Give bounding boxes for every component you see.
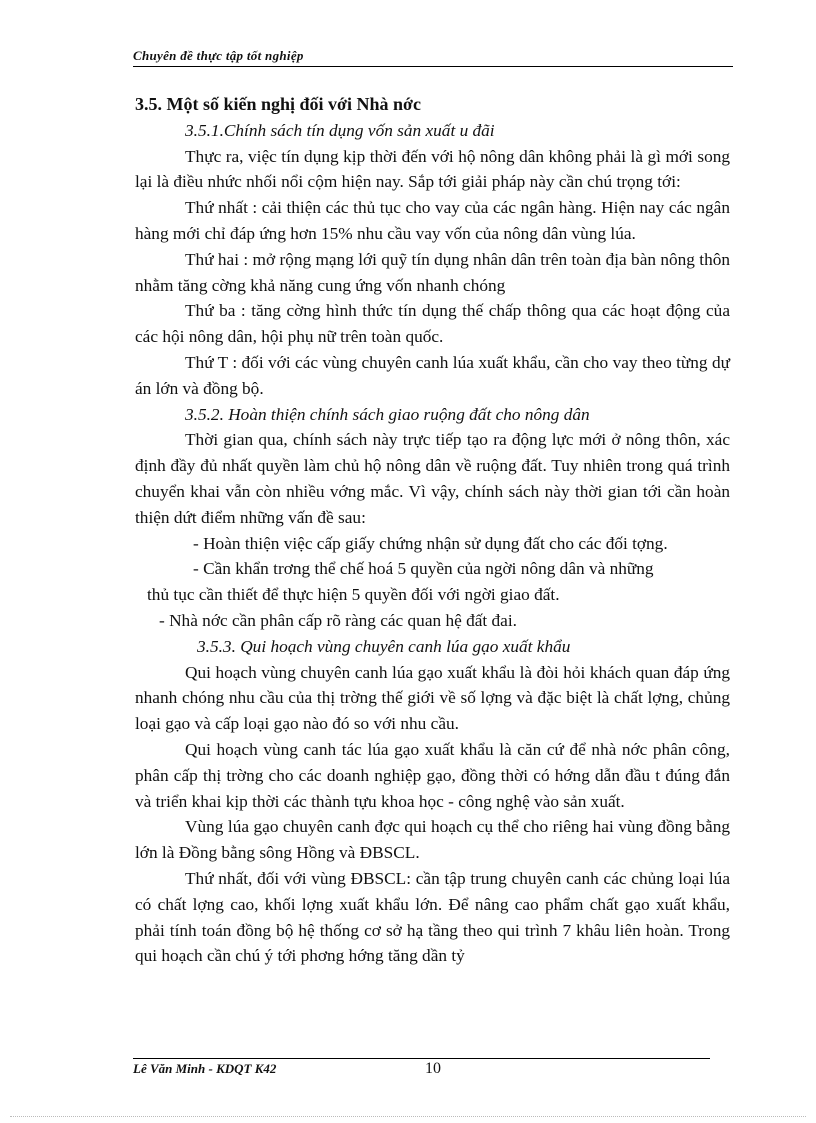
running-header: Chuyên đề thực tập tốt nghiệp xyxy=(133,48,733,67)
bullet-item: - Hoàn thiện việc cấp giấy chứng nhận sử dụng đất cho các đối tợng. xyxy=(193,533,668,553)
paragraph: Thứ T : đối với các vùng chuyên canh lúa xuất khẩu, cần cho vay theo từng dự án lớn và đồng bộ. xyxy=(135,352,730,398)
paragraph: Vùng lúa gạo chuyên canh đợc qui hoạch cụ thể cho riêng hai vùng đồng bằng lớn là Đồng bằng sông Hồng và ĐBSCL. xyxy=(135,817,730,863)
running-footer xyxy=(133,1060,710,1078)
subsection-title-3-5-1: 3.5.1.Chính sách tín dụng vốn sản xuất u đãi xyxy=(185,120,495,140)
bullet-item: - Cần khẩn trơng thể chế hoá 5 quyền của ngời nông dân và những xyxy=(193,559,654,579)
document-body xyxy=(135,92,730,969)
bullet-item: - Nhà nớc cần phân cấp rõ ràng các quan hệ đất đai. xyxy=(159,610,517,630)
paragraph: Thứ nhất : cải thiện các thủ tục cho vay của các ngân hàng. Hiện nay các ngân hàng mới chỉ đáp ứng hơn 15% nhu cầu vay vốn của nông dân vùng lúa. xyxy=(135,198,730,243)
paragraph: Thực ra, việc tín dụng kịp thời đến với hộ nông dân không phải là gì mới song lại là điều nhức nhối nổi cộm hiện nay. Sắp tới giải pháp này cần chú trọng tới: xyxy=(135,146,730,192)
paragraph: Qui hoạch vùng chuyên canh lúa gạo xuất khẩu là đòi hỏi khách quan đáp ứng nhanh chóng nhu cầu của thị trờng thế giới về số lợng và đặc biệt là chất lợng, chủng loại gạo và cấp loại gạo nào đó so với nhu cầu. xyxy=(135,662,730,734)
bullet-item-continued: thủ tục cần thiết để thực hiện 5 quyền đối với ngời giao đất. xyxy=(147,585,560,605)
footer-divider xyxy=(133,1058,710,1059)
paragraph: Thứ nhất, đối với vùng ĐBSCL: cần tập trung chuyên canh các chủng loại lúa có chất lợng cao, khối lợng xuất khẩu lớn. Để nâng cao phẩm chất gạo xuất khẩu, phải tính toán đồng bộ hệ thống cơ sở hạ tầng theo qui trình 7 khâu liên hoàn. Trong qui hoạch cần chú ý tới phơng hớng tăng dần tỷ xyxy=(135,868,730,966)
subsection-title-3-5-2: 3.5.2. Hoàn thiện chính sách giao ruộng đất cho nông dân xyxy=(185,404,590,424)
paragraph: Thứ ba : tăng cờng hình thức tín dụng thế chấp thông qua các hoạt động của các hội nông dân, hội phụ nữ trên toàn quốc. xyxy=(135,301,730,347)
section-heading: 3.5. Một số kiến nghị đối với Nhà nớc xyxy=(135,94,421,114)
page-number: 10 xyxy=(425,1060,441,1077)
page-edge-divider xyxy=(10,1116,806,1117)
paragraph: Thứ hai : mở rộng mạng lới quỹ tín dụng nhân dân trên toàn địa bàn nông thôn nhằm tăng cờng khả năng cung ứng vốn nhanh chóng xyxy=(135,249,730,295)
footer-author: Lê Văn Minh - KDQT K42 xyxy=(133,1061,277,1076)
subsection-title-3-5-3: 3.5.3. Qui hoạch vùng chuyên canh lúa gạo xuất khẩu xyxy=(197,636,571,656)
paragraph: Thời gian qua, chính sách này trực tiếp tạo ra động lực mới ở nông thôn, xác định đầy đủ nhất quyền làm chủ hộ nông dân về ruộng đất. Tuy nhiên trong quá trình chuyển khai vẫn còn nhiều vớng mắc. Vì vậy, chính sách này thời gian tới cần hoàn thiện dứt điểm những vấn đề sau: xyxy=(135,430,730,527)
paragraph: Qui hoạch vùng canh tác lúa gạo xuất khẩu là căn cứ để nhà nớc phân công, phân cấp thị trờng cho các doanh nghiệp gạo, đồng thời có hớng dẫn đầu t đúng đắn và triển khai kịp thời các thành tựu khoa học - công nghệ vào sản xuất. xyxy=(135,739,730,811)
